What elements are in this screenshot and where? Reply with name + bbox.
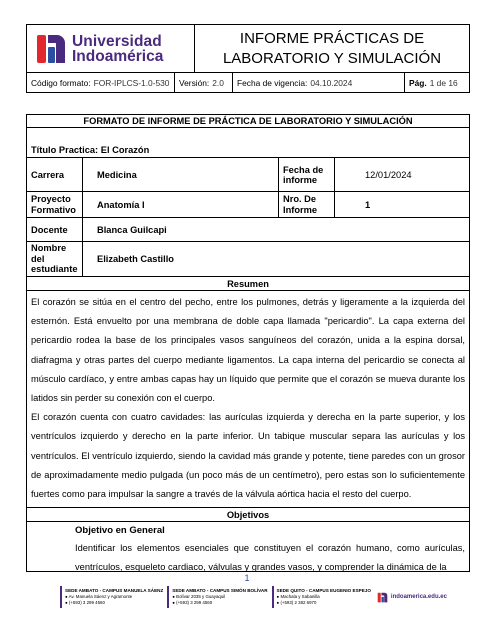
logo-mark-icon xyxy=(35,33,67,65)
page-footer xyxy=(60,585,468,609)
campus-address: Av. Manuela Sáenz y Agramonte xyxy=(68,594,133,599)
campus-name: SEDE AMBATO - CAMPUS SIMÓN BOLÍVAR xyxy=(172,588,268,593)
location-icon: ● xyxy=(276,594,280,599)
location-icon: ● xyxy=(172,594,175,599)
page-number: 1 xyxy=(244,573,250,583)
document-title: INFORME PRÁCTICAS DE LABORATORIO Y SIMULACIÓN xyxy=(222,29,442,67)
logo-line-1: Universidad xyxy=(72,32,162,50)
code-label: Código formato: xyxy=(31,77,91,88)
campus-info xyxy=(272,586,371,608)
fecha-label: Fecha de informe xyxy=(279,158,335,191)
nro-value: 1 xyxy=(365,199,371,210)
phone-icon: ● xyxy=(65,600,68,605)
phone-icon: ● xyxy=(172,600,175,605)
objetivos-header: Objetivos xyxy=(226,509,270,520)
date-label: Fecha de vigencia: xyxy=(237,77,308,88)
location-icon: ● xyxy=(65,594,68,599)
carrera-label: Carrera xyxy=(27,158,83,191)
practice-title: Título Practica: El Corazón xyxy=(31,145,150,155)
report-form-table xyxy=(26,114,470,572)
estudiante-label: Nombre del estudiante xyxy=(27,242,83,276)
resumen-paragraph-2: El corazón cuenta con cuatro cavidades: las aurículas izquierda y derecha en la parte superior, y los ventrículos izquierdo y derecho en la parte inferior. Un tabique muscular separa las aurículas y los ventrículos. El ventrículo izquierdo, siendo la cavidad más grande y potente, tiene paredes con un grosor de aproximadamente medio pulgada (un poco más de un centímetro), pero estas son lo suficientemente fuertes como para impulsar la sangre a través de la válvula aórtica hacia el resto del cuerpo. xyxy=(31,412,465,500)
version-value: 2.0 xyxy=(212,77,224,88)
resumen-body xyxy=(27,291,469,507)
campus-phone: (+593) 2 382 6970 xyxy=(280,600,317,605)
objetivo-general-text: Identificar los elementos esenciales que constituyen el corazón humano, como aurículas, ventrículos, esqueleto cardiaco, válvulas y grandes vasos, y comprender la dinámica de la xyxy=(75,543,465,572)
campus-name: SEDE AMBATO - CAMPUS MANUELA SÁENZ xyxy=(65,588,164,593)
campus-address: Machala y Sabanilla xyxy=(280,594,320,599)
web-logo-icon xyxy=(377,592,388,603)
resumen-paragraph-1: El corazón se sitúa en el centro del pecho, entre los pulmones, detrás y ligeramente a la izquierda del esternón. Está envuelto por una membrana de doble capa llamada "pericardio". La capa externa del pericardio rodea la base de los principales vasos sanguíneos del corazón, unida a la espina dorsal, diafragma y otras partes del cuerpo mediante ligamentos. La capa interna del pericardio se conecta al músculo cardíaco, y entre ambas capas hay un líquido que permite que el corazón se mueva durante los latidos sin perder su conexión con el cuerpo. xyxy=(31,297,465,404)
phone-icon: ● xyxy=(276,600,280,605)
website-link[interactable] xyxy=(377,592,447,603)
page-value: 1 de 16 xyxy=(429,77,458,88)
campus-phone: (+593) 3 299 4560 xyxy=(176,600,213,605)
website-text: indoamerica.edu.ec xyxy=(390,594,447,600)
estudiante-value: Elizabeth Castillo xyxy=(97,254,174,264)
campus-info xyxy=(167,586,267,608)
proyecto-label: Proyecto Formativo xyxy=(27,192,83,217)
carrera-value: Medicina xyxy=(83,158,279,191)
docente-value: Blanca Guilcapi xyxy=(97,224,167,235)
version-label: Versión: xyxy=(179,77,210,88)
page-field xyxy=(405,73,469,92)
docente-label: Docente xyxy=(27,218,83,241)
version-field xyxy=(175,73,233,92)
nro-label: Nro. De Informe xyxy=(279,192,335,217)
code-field xyxy=(27,73,175,92)
date-field xyxy=(233,73,405,92)
document-header xyxy=(26,24,470,93)
campus-phone: (+593) 3 299 4560 xyxy=(68,600,105,605)
proyecto-value: Anatomía I xyxy=(83,192,279,217)
form-title: FORMATO DE INFORME DE PRÁCTICA DE LABORATORIO Y SIMULACIÓN xyxy=(83,116,413,126)
campus-name: SEDE QUITO - CAMPUS EUGENIO ESPEJO xyxy=(276,588,371,593)
campus-address: Bolívar 2035 y Guayaquil xyxy=(176,594,226,599)
logo-line-2: Indoamérica xyxy=(72,47,164,65)
university-logo xyxy=(27,25,195,72)
code-value: FOR-IPLCS-1.0-530 xyxy=(93,77,170,88)
fecha-value: 12/01/2024 xyxy=(365,169,412,180)
date-value: 04.10.2024 xyxy=(310,77,353,88)
objetivo-general-label: Objetivo en General xyxy=(75,525,165,537)
campus-info xyxy=(60,586,163,608)
resumen-header: Resumen xyxy=(227,278,269,289)
page-label: Pág. xyxy=(409,77,427,88)
